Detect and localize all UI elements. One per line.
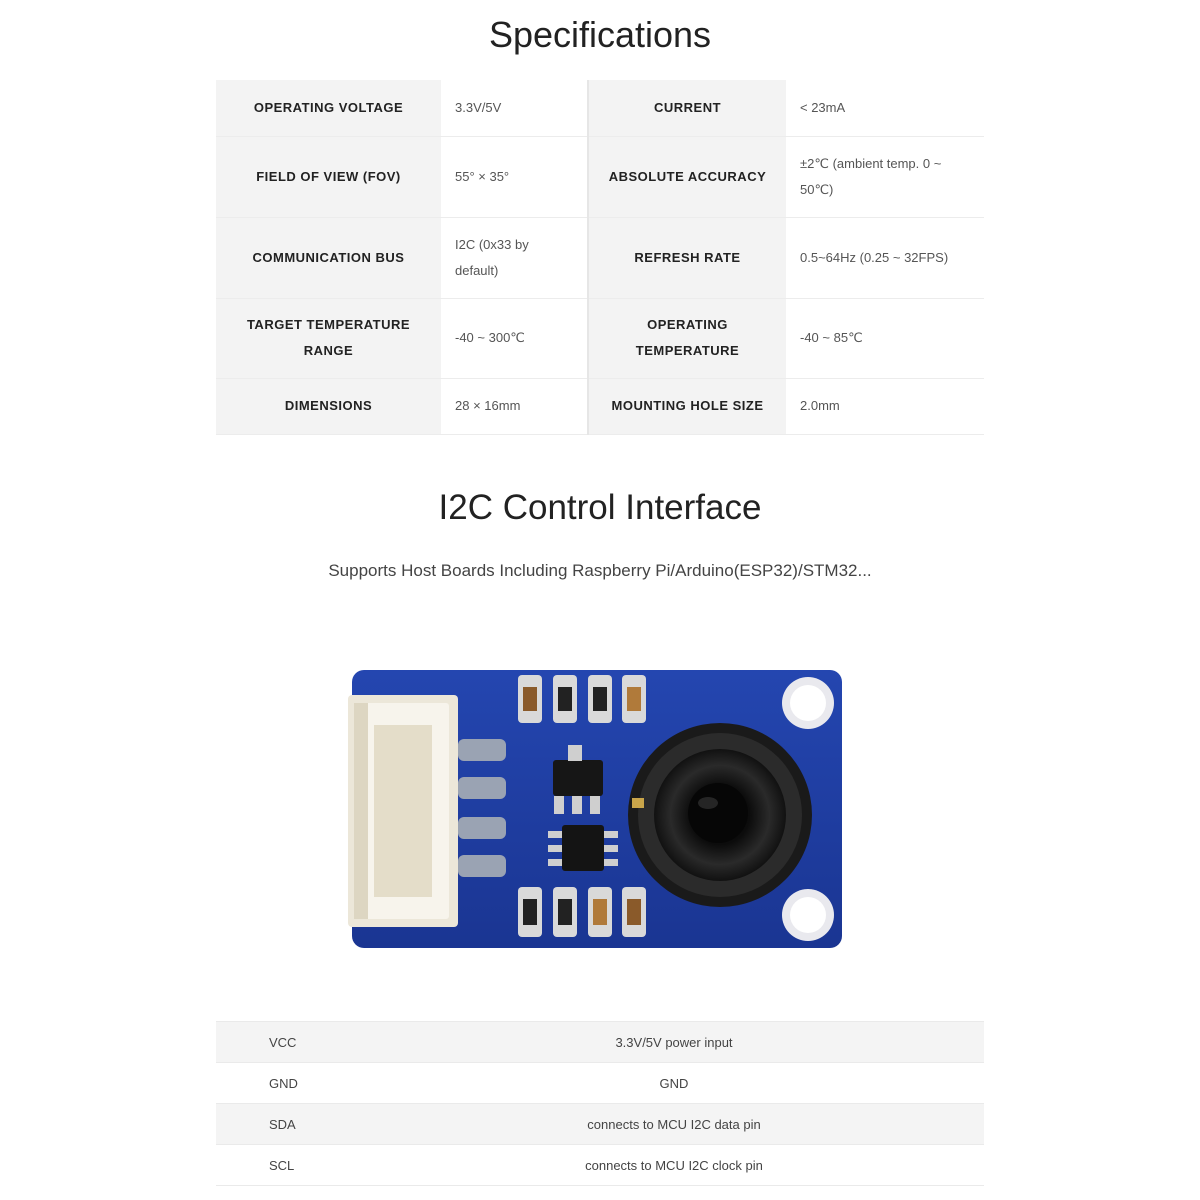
- spec-value: ±2℃ (ambient temp. 0 ~ 50℃): [786, 136, 984, 217]
- pin-description: 3.3V/5V power input: [419, 1022, 984, 1063]
- pin-name: VCC: [216, 1022, 419, 1063]
- spec-value: < 23mA: [786, 80, 984, 136]
- spec-value: -40 ~ 300℃: [441, 298, 588, 378]
- mounting-hole: [782, 889, 834, 941]
- pin-description: GND: [419, 1063, 984, 1104]
- pin-row: [216, 1022, 984, 1063]
- pin-table: [216, 1021, 984, 1186]
- pin-name: GND: [216, 1063, 419, 1104]
- sensor-board-image: [348, 665, 848, 955]
- spec-key: MOUNTING HOLE SIZE: [588, 378, 786, 434]
- pin-row: [216, 1063, 984, 1104]
- spec-key: TARGET TEMPERATURE RANGE: [216, 298, 441, 378]
- spec-key: COMMUNICATION BUS: [216, 217, 441, 298]
- mounting-hole: [782, 677, 834, 729]
- pin-name: SDA: [216, 1104, 419, 1145]
- spec-value: 55° × 35°: [441, 136, 588, 217]
- ic-chip: [548, 825, 618, 871]
- spec-value: 2.0mm: [786, 378, 984, 434]
- spec-key: ABSOLUTE ACCURACY: [588, 136, 786, 217]
- interface-subtitle: Supports Host Boards Including Raspberry Pi/Arduino(ESP32)/STM32...: [328, 561, 872, 580]
- spec-value: I2C (0x33 by default): [441, 217, 588, 298]
- spec-key: DIMENSIONS: [216, 378, 441, 434]
- spec-value: 0.5~64Hz (0.25 ~ 32FPS): [786, 217, 984, 298]
- spec-key: FIELD OF VIEW (FOV): [216, 136, 441, 217]
- spec-row: [216, 217, 984, 298]
- interface-title: I2C Control Interface: [438, 488, 762, 527]
- pin-description: connects to MCU I2C clock pin: [419, 1145, 984, 1186]
- spec-row: [216, 378, 984, 434]
- thermal-sensor-lens: [628, 723, 812, 907]
- spec-value: 3.3V/5V: [441, 80, 588, 136]
- specifications-table: [216, 80, 984, 435]
- pin-row: [216, 1104, 984, 1145]
- spec-row: [216, 136, 984, 217]
- spec-row: [216, 298, 984, 378]
- spec-key: OPERATING TEMPERATURE: [588, 298, 786, 378]
- spec-key: OPERATING VOLTAGE: [216, 80, 441, 136]
- spec-value: 28 × 16mm: [441, 378, 588, 434]
- specifications-title: Specifications: [488, 14, 712, 55]
- pin-row: [216, 1145, 984, 1186]
- pin-name: SCL: [216, 1145, 419, 1186]
- pin-description: connects to MCU I2C data pin: [419, 1104, 984, 1145]
- spec-key: CURRENT: [588, 80, 786, 136]
- spec-value: -40 ~ 85℃: [786, 298, 984, 378]
- spec-row: [216, 80, 984, 136]
- spec-key: REFRESH RATE: [588, 217, 786, 298]
- sensor-board-illustration: [348, 665, 848, 955]
